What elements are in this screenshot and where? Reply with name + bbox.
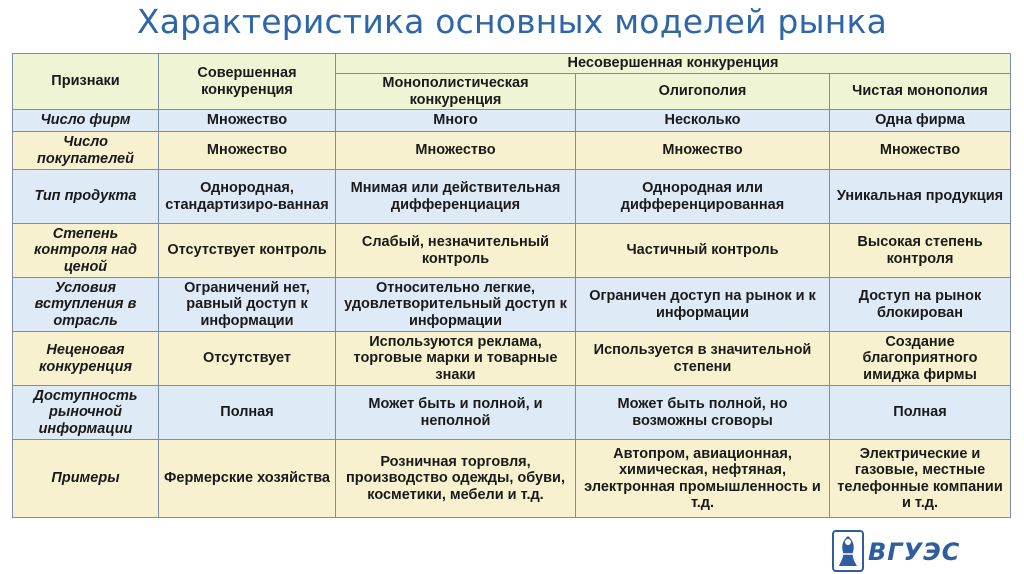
table-cell: Используется в значительной степени <box>576 332 830 386</box>
feature-cell: Тип продукта <box>13 170 159 224</box>
table-cell: Много <box>336 110 576 132</box>
header-imperfect-competition: Несовершенная конкуренция <box>336 54 1011 74</box>
table-cell: Автопром, авиационная, химическая, нефтяная, электронная промышленность и т.д. <box>576 440 830 518</box>
table-cell: Электрические и газовые, местные телефонные компании и т.д. <box>830 440 1011 518</box>
table-cell: Используются реклама, торговые марки и товарные знаки <box>336 332 576 386</box>
feature-cell: Доступность рыночной информации <box>13 386 159 440</box>
table-cell: Относительно легкие, удовлетворительный доступ к информации <box>336 278 576 332</box>
table-cell: Создание благоприятного имиджа фирмы <box>830 332 1011 386</box>
table-row <box>13 440 1011 518</box>
table-cell: Розничная торговля, производство одежды, обуви, косметики, мебели и т.д. <box>336 440 576 518</box>
slide-title: Характеристика основных моделей рынка <box>136 2 888 41</box>
logo-text: ВГУЭС <box>868 538 961 566</box>
header-perfect-competition: Совершенная конкуренция <box>159 54 336 110</box>
feature-cell: Число покупателей <box>13 132 159 170</box>
table-cell: Полная <box>159 386 336 440</box>
feature-cell: Число фирм <box>13 110 159 132</box>
table-cell: Множество <box>159 110 336 132</box>
table-cell: Уникальная продукция <box>830 170 1011 224</box>
feature-cell: Примеры <box>13 440 159 518</box>
table-cell: Высокая степень контроля <box>830 224 1011 278</box>
table-cell: Отсутствует контроль <box>159 224 336 278</box>
table-cell: Множество <box>830 132 1011 170</box>
table-cell: Несколько <box>576 110 830 132</box>
table-cell: Однородная или дифференцированная <box>576 170 830 224</box>
table-row <box>13 170 1011 224</box>
feature-cell: Условия вступления в отрасль <box>13 278 159 332</box>
table-row <box>13 132 1011 170</box>
table-cell: Ограничен доступ на рынок и к информации <box>576 278 830 332</box>
table-row <box>13 224 1011 278</box>
feature-cell: Неценовая конкуренция <box>13 332 159 386</box>
table-cell: Ограничений нет, равный доступ к информации <box>159 278 336 332</box>
table-cell: Отсутствует <box>159 332 336 386</box>
table-row <box>13 110 1011 132</box>
table-cell: Может быть полной, но возможны сговоры <box>576 386 830 440</box>
table-cell: Полная <box>830 386 1011 440</box>
table-cell: Фермерские хозяйства <box>159 440 336 518</box>
university-logo <box>832 530 972 572</box>
header-row-top <box>13 54 1011 74</box>
table-cell: Одна фирма <box>830 110 1011 132</box>
university-emblem-icon <box>832 530 864 572</box>
market-models-table <box>12 53 1011 518</box>
table-row <box>13 278 1011 332</box>
feature-cell: Степень контроля над ценой <box>13 224 159 278</box>
table-row <box>13 386 1011 440</box>
table-cell: Слабый, незначительный контроль <box>336 224 576 278</box>
header-pure-monopoly: Чистая монополия <box>830 74 1011 110</box>
table-cell: Может быть и полной, и неполной <box>336 386 576 440</box>
header-oligopoly: Олигополия <box>576 74 830 110</box>
header-features: Признаки <box>13 54 159 110</box>
table-row <box>13 332 1011 386</box>
table-cell: Множество <box>576 132 830 170</box>
table-cell: Частичный контроль <box>576 224 830 278</box>
header-monopolistic-competition: Монополистическая конкуренция <box>336 74 576 110</box>
table-cell: Доступ на рынок блокирован <box>830 278 1011 332</box>
table-cell: Однородная, стандартизиро-ванная <box>159 170 336 224</box>
table-cell: Множество <box>159 132 336 170</box>
table-cell: Мнимая или действительная дифференциация <box>336 170 576 224</box>
table-cell: Множество <box>336 132 576 170</box>
